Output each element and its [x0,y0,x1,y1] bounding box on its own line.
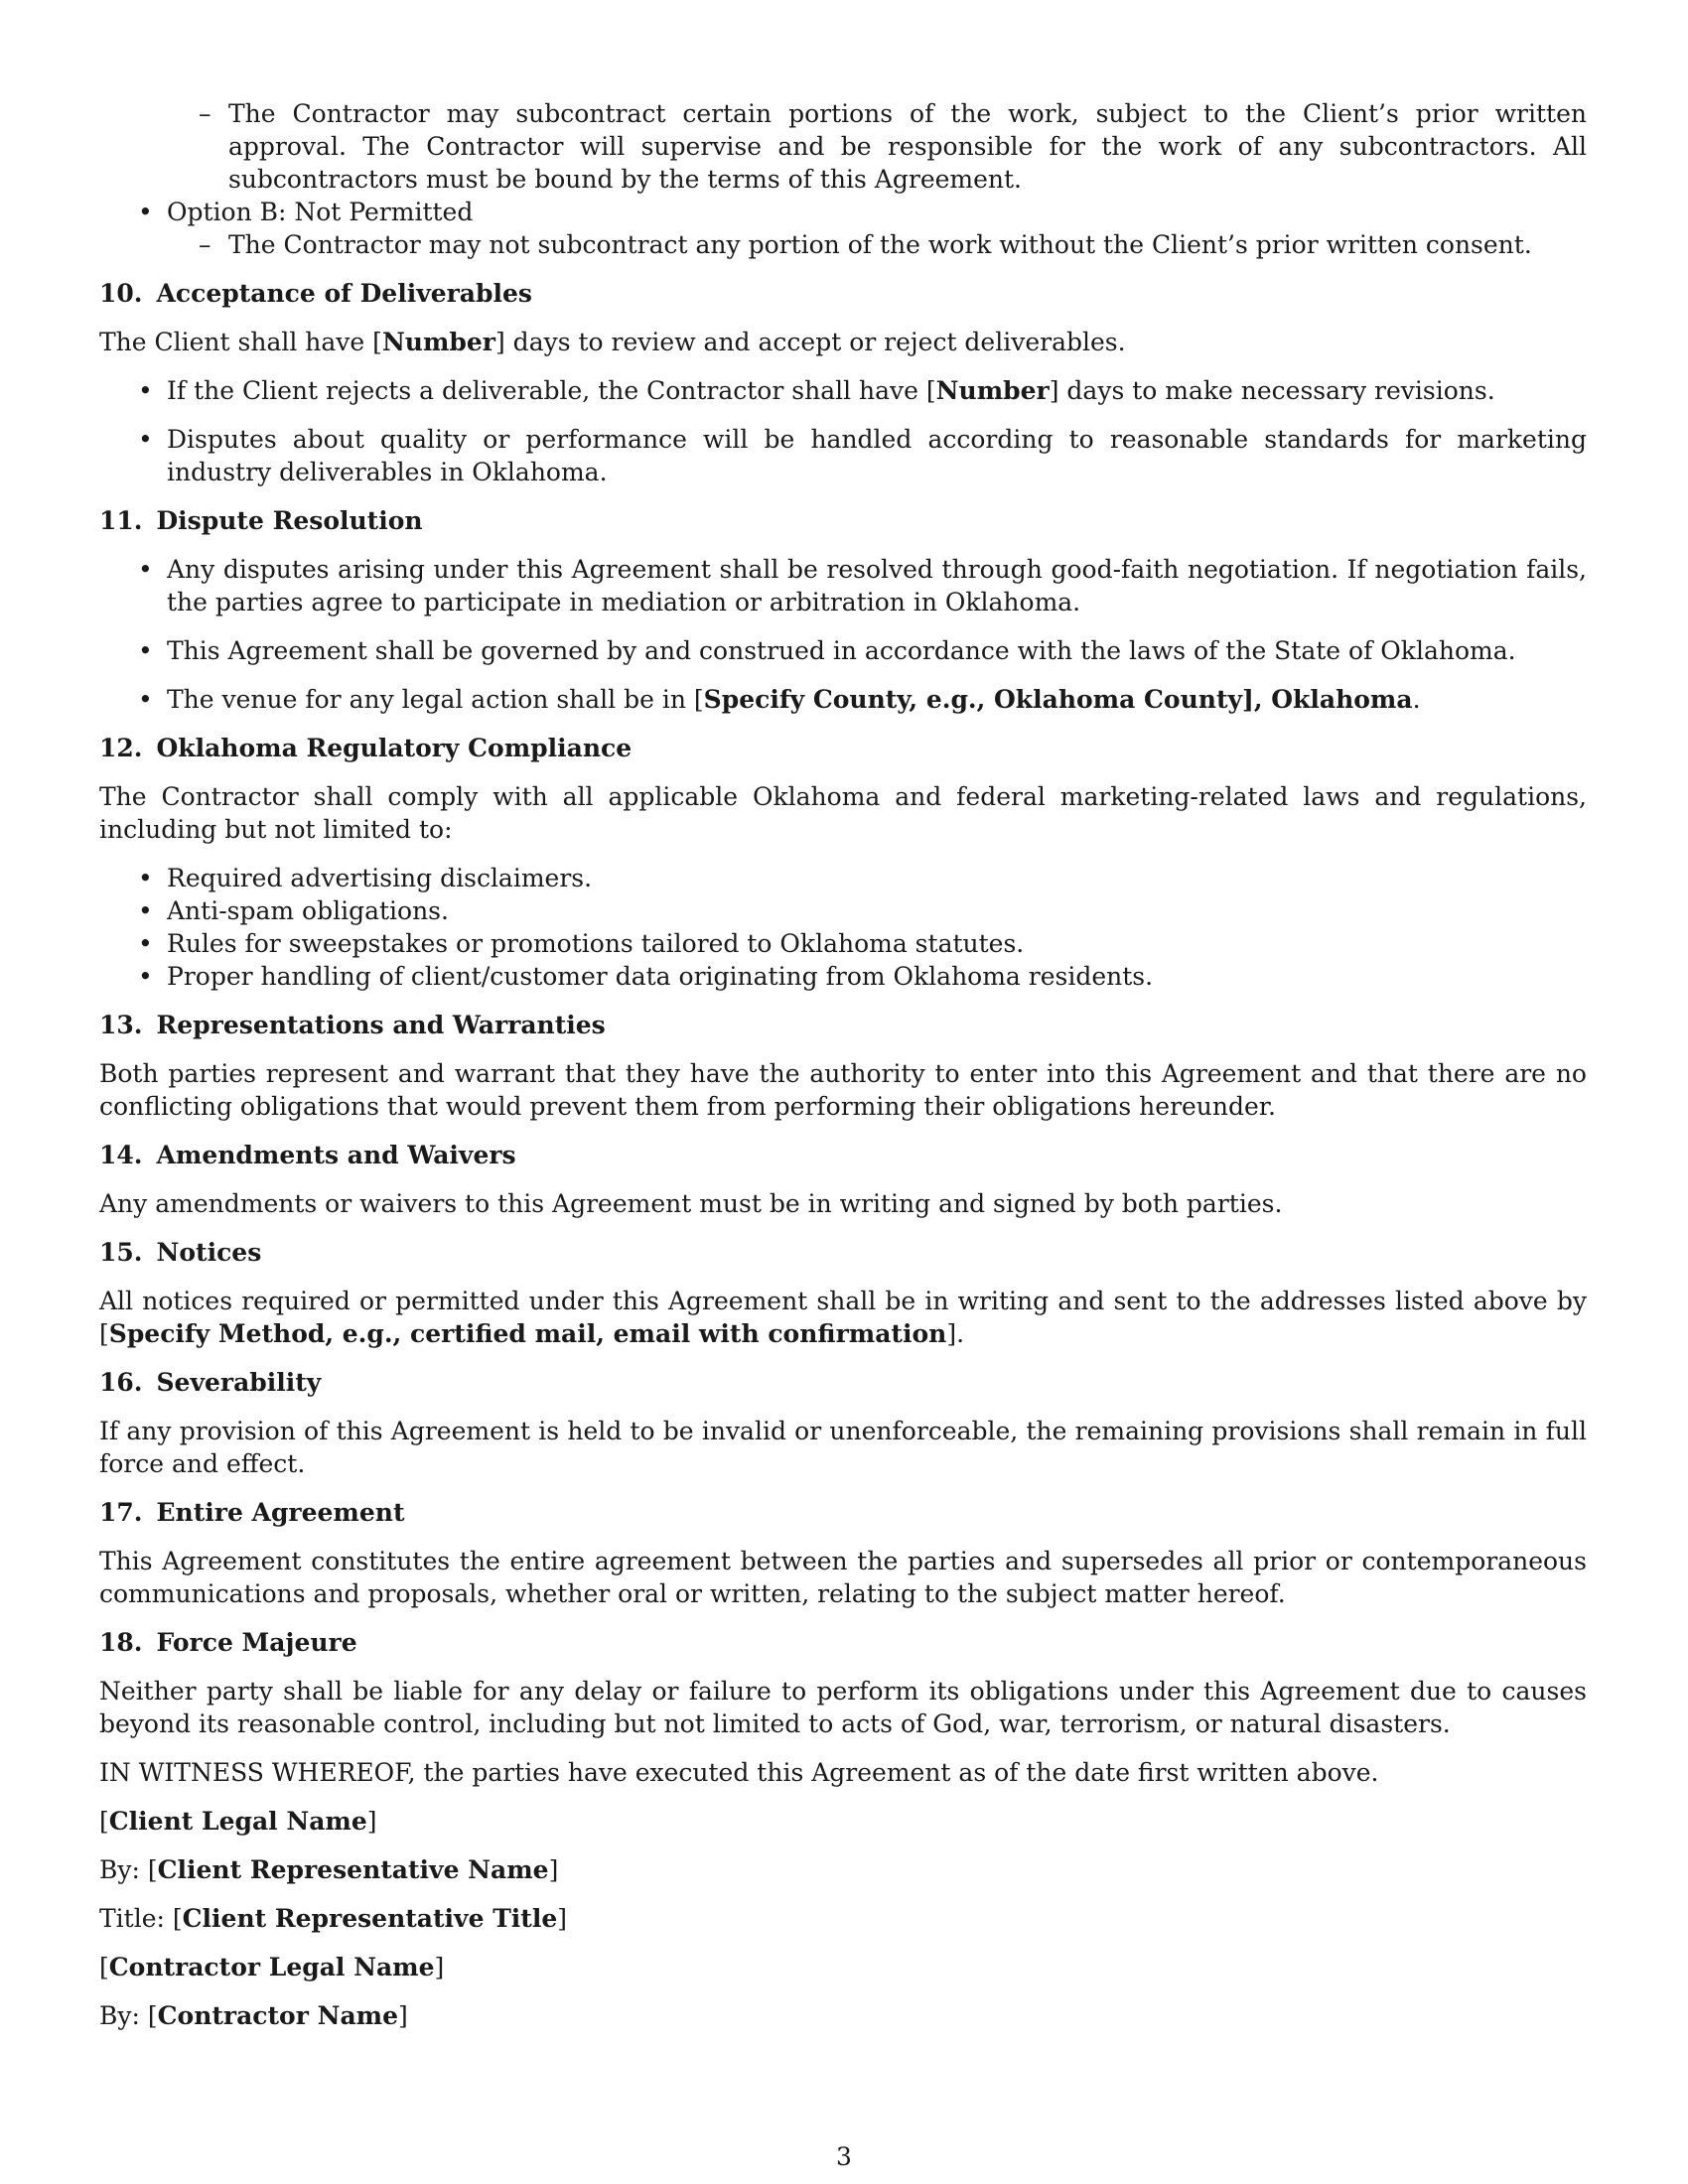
bullet-list [99,374,1587,488]
section-heading: 16. Severability [99,1368,322,1397]
paragraph: Both parties represent and warrant that they have the authority to enter into this Agreement and that there are no conflicting obligations that would prevent them from performing their obligations hereunder. [99,1059,1587,1121]
paragraph: This Agreement constitutes the entire agreement between the parties and supersedes all prior or contemporaneous communications and proposals, whether oral or written, relating to the subject matter hereof. [99,1547,1587,1608]
witness-clause: IN WITNESS WHEREOF, the parties have executed this Agreement as of the date first written above. [99,1758,1379,1787]
document-page [99,97,1587,2032]
list-item: • Disputes about quality or performance will be handled according to reasonable standards for marketing industry deliverables in Oklahoma. [99,423,1587,488]
bullet-list [99,553,1587,716]
list-item: • Any disputes arising under this Agreement shall be resolved through good-faith negotiation. If negotiation fails, the parties agree to participate in mediation or arbitration in Oklahoma. [99,553,1587,618]
paragraph: All notices required or permitted under this Agreement shall be in writing and sent to the addresses listed above by [Specify Method, e.g., certified mail, email with confirmation]. [99,1287,1587,1348]
paragraph: The Client shall have [Number] days to review and accept or reject deliverables. [99,328,1126,356]
list-item: – The Contractor may subcontract certain portions of the work, subject to the Client’s prior written approval. The Contractor will supervise and be responsible for the work of any subcontractors. All subcontractors must be bound by the terms of this Agreement. [99,97,1587,196]
section-heading: 11. Dispute Resolution [99,506,423,535]
list-item: • The venue for any legal action shall be in [Specify County, e.g., Oklahoma County], Oklahoma. [99,683,1587,716]
list-item: • Anti-spam obligations. [99,894,1587,927]
list-item: • Option B: Not Permitted [99,196,1587,228]
contractor-rep-line: By: [Contractor Name] [99,2001,408,2030]
section-heading: 15. Notices [99,1238,262,1267]
section-heading: 14. Amendments and Waivers [99,1141,516,1169]
contractor-legal-name: [Contractor Legal Name] [99,1953,445,1981]
list-item: • This Agreement shall be governed by and construed in accordance with the laws of the State of Oklahoma. [99,634,1587,667]
list-item: • Required advertising disclaimers. [99,862,1587,894]
paragraph: If any provision of this Agreement is held to be invalid or unenforceable, the remaining provisions shall remain in full force and effect. [99,1417,1587,1478]
paragraph: The Contractor shall comply with all applicable Oklahoma and federal marketing-related laws and regulations, including but not limited to: [99,782,1587,844]
section-heading: 12. Oklahoma Regulatory Compliance [99,734,633,762]
section-heading: 10. Acceptance of Deliverables [99,279,532,308]
list-item: – The Contractor may not subcontract any portion of the work without the Client’s prior written consent. [99,228,1587,261]
paragraph: Any amendments or waivers to this Agreement must be in writing and signed by both parties. [99,1189,1283,1218]
bullet-list [99,862,1587,993]
paragraph: Neither party shall be liable for any delay or failure to perform its obligations under this Agreement due to causes beyond its reasonable control, including but not limited to acts of God, war, terrorism, or natural disasters. [99,1677,1587,1738]
list-item: • Proper handling of client/customer data originating from Oklahoma residents. [99,960,1587,993]
section-heading: 17. Entire Agreement [99,1498,405,1527]
list-item: • If the Client rejects a deliverable, the Contractor shall have [Number] days to make necessary revisions. [99,374,1587,407]
client-legal-name: [Client Legal Name] [99,1807,377,1836]
list-item: • Rules for sweepstakes or promotions tailored to Oklahoma statutes. [99,927,1587,960]
section-heading: 13. Representations and Warranties [99,1011,606,1039]
page-number: 3 [836,2142,852,2171]
client-title-line: Title: [Client Representative Title] [99,1904,568,1933]
client-rep-line: By: [Client Representative Name] [99,1855,559,1884]
section-heading: 18. Force Majeure [99,1628,357,1657]
subcontracting-list [99,97,1587,261]
